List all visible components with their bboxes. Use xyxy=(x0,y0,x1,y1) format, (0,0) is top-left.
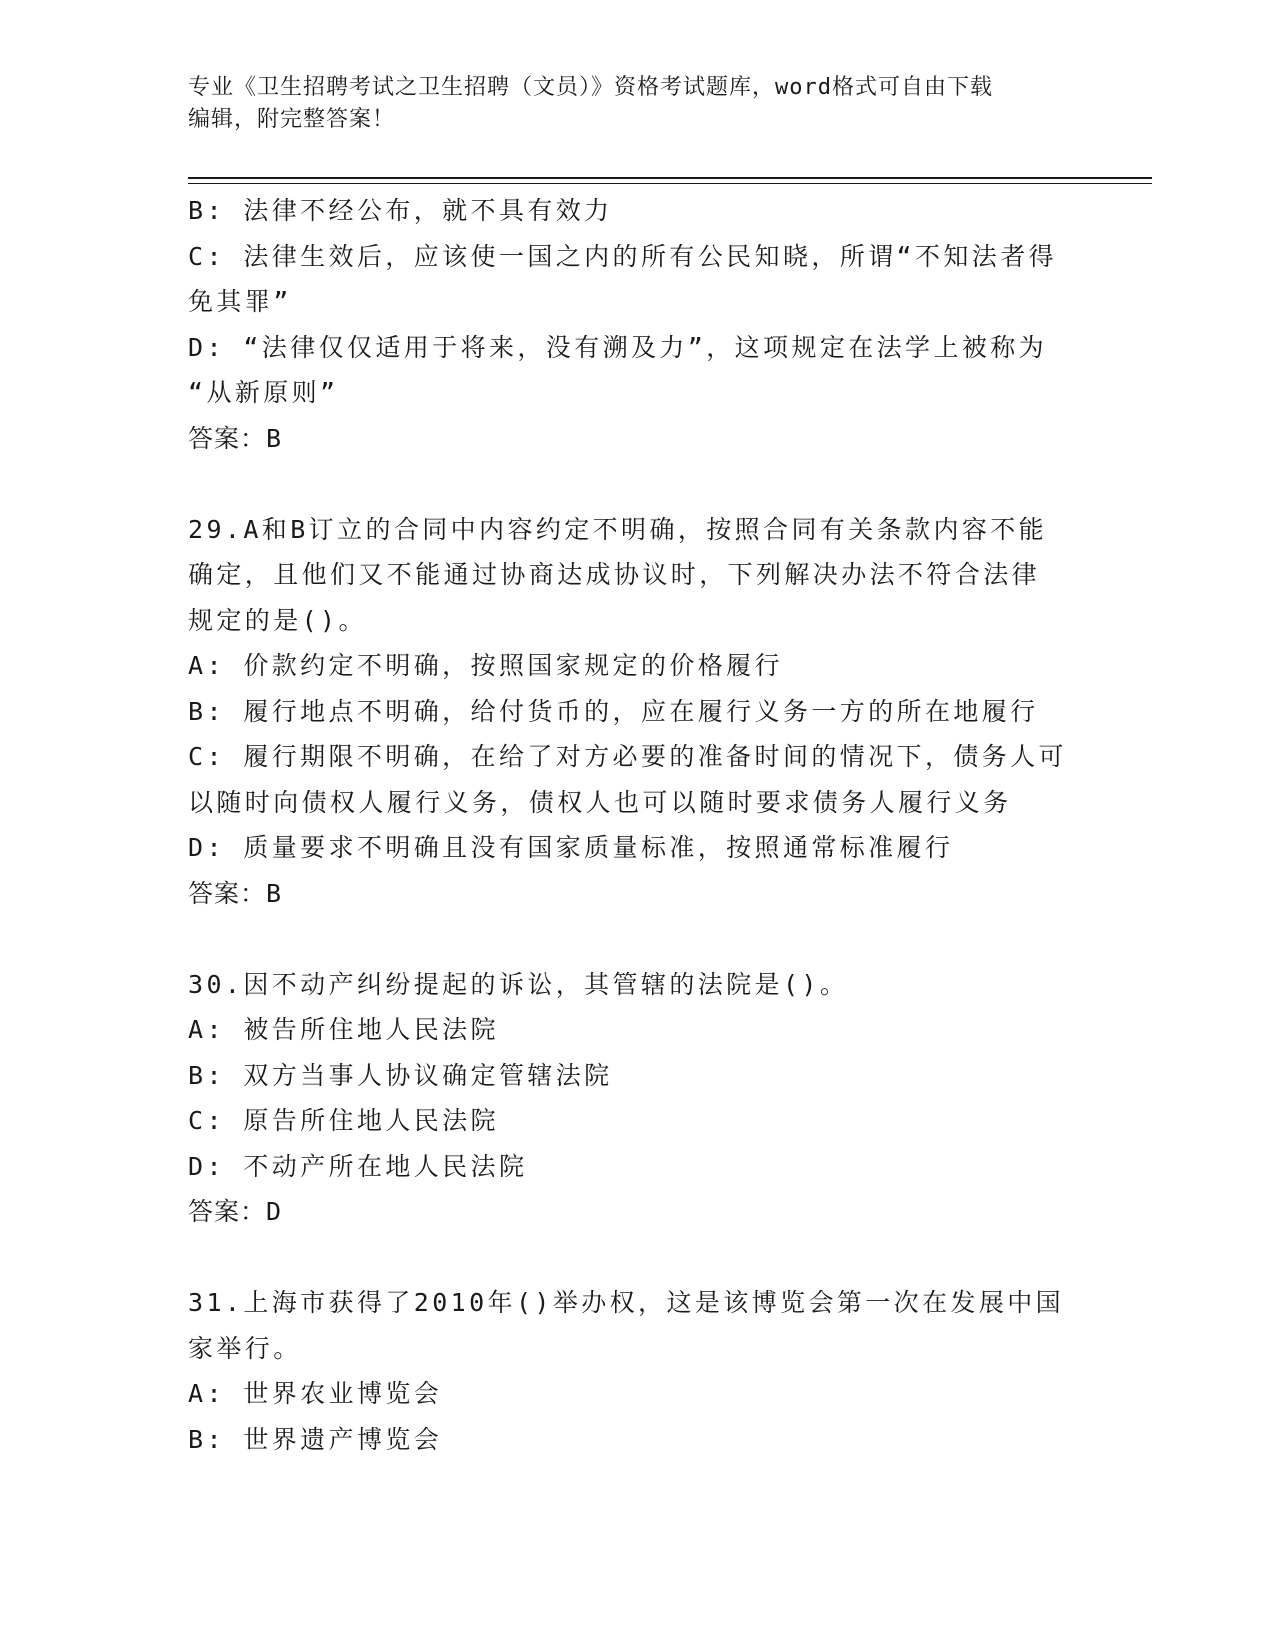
document-header xyxy=(188,72,1068,136)
q30-option-b: B: 双方当事人协议确定管辖法院 xyxy=(188,1060,613,1090)
q29-option-a: A: 价款约定不明确，按照国家规定的价格履行 xyxy=(188,651,783,680)
q30-option-a: A: 被告所住地人民法院 xyxy=(188,1015,499,1044)
q28-answer: 答案：B xyxy=(188,423,283,453)
q29-option-c-line2: 以随时向债权人履行义务，债权人也可以随时要求债务人履行义务 xyxy=(188,787,1012,817)
q29-option-b: B: 履行地点不明确，给付货币的，应在履行义务一方的所在地履行 xyxy=(188,696,1039,726)
header-line-1: 专业《卫生招聘考试之卫生招聘（文员）》资格考试题库，word格式可自由下载 xyxy=(188,75,993,100)
q30-stem: 30.因不动产纠纷提起的诉讼，其管辖的法院是()。 xyxy=(188,969,849,999)
question-30 xyxy=(188,962,1078,1235)
question-29 xyxy=(188,507,1078,917)
q29-stem-line3: 规定的是()。 xyxy=(188,605,367,635)
q28-option-b: B: 法律不经公布，就不具有效力 xyxy=(188,196,613,225)
header-divider-thin xyxy=(188,183,1152,184)
header-divider-thick xyxy=(188,177,1152,179)
header-line-2: 编辑，附完整答案！ xyxy=(188,107,396,132)
q29-option-c-line1: C: 履行期限不明确，在给了对方必要的准备时间的情况下，债务人可 xyxy=(188,742,1067,771)
q30-answer: 答案：D xyxy=(188,1197,283,1226)
q29-stem-line2: 确定，且他们又不能通过协商达成协议时，下列解决办法不符合法律 xyxy=(188,560,1041,589)
q31-option-b: B: 世界遗产博览会 xyxy=(188,1424,443,1454)
q28-option-d-line1: D: “法律仅仅适用于将来，没有溯及力”，这项规定在法学上被称为 xyxy=(188,332,1048,362)
q30-option-d: D: 不动产所在地人民法院 xyxy=(188,1151,528,1181)
q28-option-d-line2: “从新原则” xyxy=(188,378,339,407)
q30-option-c: C: 原告所住地人民法院 xyxy=(188,1106,499,1135)
q29-answer: 答案：B xyxy=(188,878,283,908)
q31-stem-line2: 家举行。 xyxy=(188,1333,302,1363)
spacer xyxy=(188,916,1078,962)
q28-option-c-line1: C: 法律生效后，应该使一国之内的所有公民知晓，所谓“不知法者得 xyxy=(188,241,1058,271)
question-list xyxy=(188,188,1078,1462)
question-31 xyxy=(188,1280,1078,1462)
q31-stem-line1: 31.上海市获得了2010年()举办权，这是该博览会第一次在发展中国 xyxy=(188,1288,1065,1317)
q29-stem-line1: 29.A和B订立的合同中内容约定不明确，按照合同有关条款内容不能 xyxy=(188,514,1048,544)
question-28 xyxy=(188,188,1078,461)
q31-option-a: A: 世界农业博览会 xyxy=(188,1379,443,1408)
spacer xyxy=(188,1235,1078,1281)
q29-option-d: D: 质量要求不明确且没有国家质量标准，按照通常标准履行 xyxy=(188,833,954,862)
spacer xyxy=(188,461,1078,507)
q28-option-c-line2: 免其罪” xyxy=(188,287,292,316)
